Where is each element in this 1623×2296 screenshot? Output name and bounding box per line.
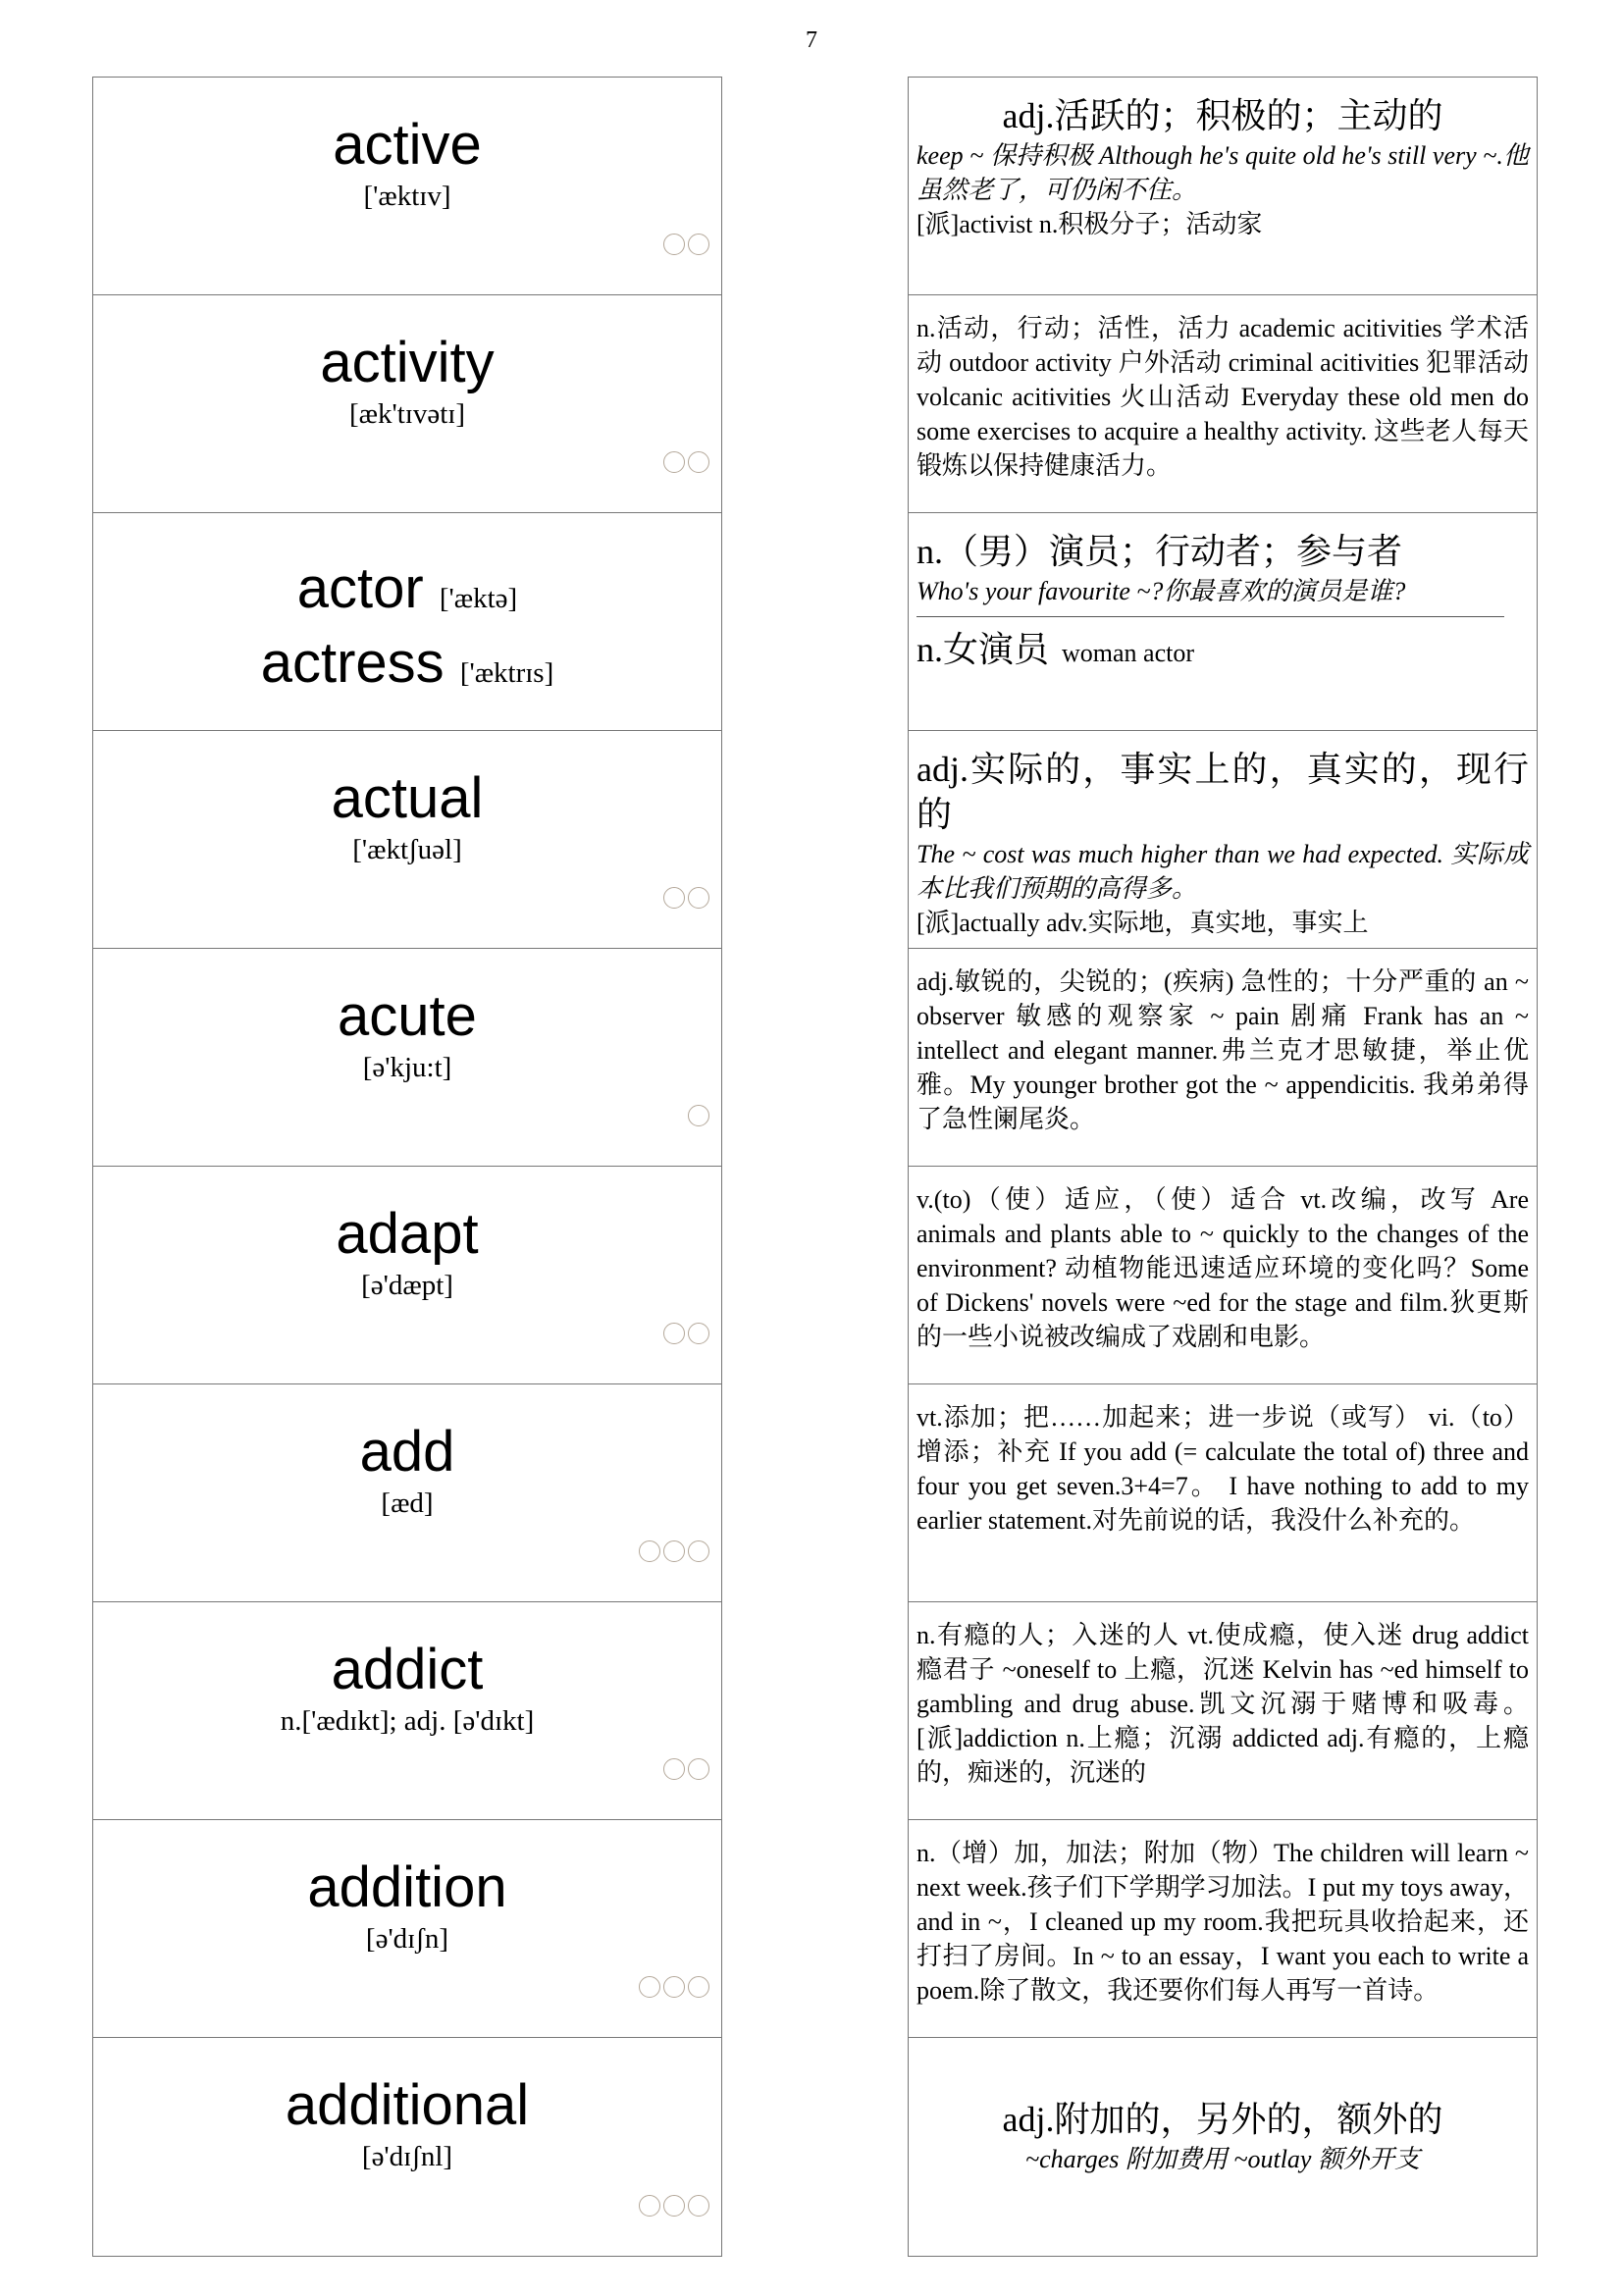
definition-note: woman actor xyxy=(1062,639,1195,667)
definition-text: n.（增）加，加法；附加（物）The children will learn ~ next week.孩子们下学期学习加法。I put my toys away，and in ~，I cleaned up my room.我把玩具收拾起来，还打扫了房间。In ~ to an essay，I want you each to write a poem.除了散文，我还要你们每人再写一首诗。 xyxy=(916,1839,1529,2005)
review-circle-icon xyxy=(688,234,709,255)
review-circle-icon xyxy=(663,887,685,909)
word-column xyxy=(92,77,722,2257)
definition-text: v.(to)（使）适应，（使）适合 vt.改编，改写 Are animals and plants able to ~ quickly to the changes of the environment? 动植物能迅速适应环境的变化吗？Some of Dickens' novels were ~ed for the stage and film.狄更斯的一些小说被改编成了戏剧和电影。 xyxy=(916,1185,1529,1351)
review-circle-icon xyxy=(639,1976,660,1998)
headword: addition xyxy=(307,1855,507,1919)
page-number: 7 xyxy=(806,27,817,53)
headword: actress xyxy=(260,631,445,695)
word-card-actual xyxy=(93,731,721,949)
divider-line xyxy=(916,616,1504,617)
phonetic: ['æktrɪs] xyxy=(459,657,554,689)
def-card-additional xyxy=(909,2038,1537,2256)
phonetic: [ə'dæpt] xyxy=(361,1270,453,1301)
word-card-addict xyxy=(93,1602,721,1820)
word-card-addition xyxy=(93,1820,721,2038)
definition-text: vt.添加；把……加起来；进一步说（或写） vi.（to）增添；补充 If you add (= calculate the total of) three and four you get seven.3+4=7。 I have nothing to add to my earlier statement.对先前说的话，我没什么补充的。 xyxy=(916,1403,1529,1535)
review-marks xyxy=(639,1976,709,1998)
phonetic: [ə'dɪʃn] xyxy=(365,1923,449,1955)
review-circle-icon xyxy=(688,1105,709,1126)
headword: acute xyxy=(338,984,477,1048)
def-card-add xyxy=(909,1384,1537,1602)
review-circle-icon xyxy=(639,1540,660,1562)
def-card-active xyxy=(909,78,1537,295)
definition-head: n.（男）演员；行动者；参与者 xyxy=(916,532,1403,571)
example-text: The ~ cost was much higher than we had expected. 实际成本比我们预期的高得多。 xyxy=(916,840,1529,903)
word-card-active xyxy=(93,78,721,295)
definition-head: n.女演员 xyxy=(916,630,1050,669)
example-text: ~charges 附加费用 ~outlay 额外开支 xyxy=(1025,2145,1420,2173)
phonetic: ['æktə] xyxy=(439,583,518,614)
phonetic: [ə'dɪʃnl] xyxy=(361,2141,453,2172)
review-circle-icon xyxy=(688,887,709,909)
review-circle-icon xyxy=(688,2195,709,2217)
definition-column xyxy=(908,77,1538,2257)
headword: add xyxy=(359,1420,455,1484)
def-card-addition xyxy=(909,1820,1537,2038)
review-circle-icon xyxy=(663,451,685,473)
definition-head: adj.活跃的；积极的；主动的 xyxy=(1002,96,1443,135)
def-card-actor xyxy=(909,513,1537,731)
headword: actor xyxy=(296,556,424,620)
review-circle-icon xyxy=(688,1540,709,1562)
review-circle-icon xyxy=(663,234,685,255)
word-card-add xyxy=(93,1384,721,1602)
review-marks xyxy=(688,1105,709,1126)
def-card-acute xyxy=(909,949,1537,1167)
headword: active xyxy=(333,113,482,177)
review-marks xyxy=(663,1758,709,1780)
definition-head: adj.附加的，另外的，额外的 xyxy=(1002,2100,1443,2139)
review-marks xyxy=(663,234,709,255)
review-marks xyxy=(663,451,709,473)
word-card-actor xyxy=(93,513,721,731)
def-card-activity xyxy=(909,295,1537,513)
derivative-text: [派]activist n.积极分子；活动家 xyxy=(916,210,1263,238)
phonetic: [ə'kju:t] xyxy=(362,1052,452,1083)
phonetic: [æd] xyxy=(381,1487,434,1519)
review-circle-icon xyxy=(688,1323,709,1344)
review-circle-icon xyxy=(663,1976,685,1998)
definition-text: n.活动，行动；活性，活力 academic acitivities 学术活动 outdoor activity 户外活动 criminal acitivities 犯罪活动 volcanic acitivities 火山活动 Everyday these old men do some exercises to acquire a healthy activity. 这些老人每天锻炼以保持健康活力。 xyxy=(916,314,1529,480)
definition-text: n.有瘾的人；入迷的人 vt.使成瘾，使入迷 drug addict 瘾君子 ~oneself to 上瘾，沉迷 Kelvin has ~ed himself to gambling and drug abuse.凯文沉溺于赌博和吸毒。 [派]addiction n.上瘾；沉溺 addicted adj.有瘾的，上瘾的，痴迷的，沉迷的 xyxy=(916,1621,1529,1787)
word-card-additional xyxy=(93,2038,721,2256)
headword: actual xyxy=(331,766,484,830)
example-text: Who's your favourite ~?你最喜欢的演员是谁? xyxy=(916,577,1406,605)
review-marks xyxy=(639,1540,709,1562)
headword: additional xyxy=(285,2073,530,2137)
phonetic: n.['ædɪkt]; adj. [ə'dɪkt] xyxy=(280,1705,535,1737)
phonetic: ['æktʃuəl] xyxy=(352,834,462,865)
review-circle-icon xyxy=(663,1758,685,1780)
review-circle-icon xyxy=(688,1976,709,1998)
phonetic: [æk'tɪvətɪ] xyxy=(349,398,465,430)
review-circle-icon xyxy=(688,1758,709,1780)
review-marks xyxy=(663,1323,709,1344)
headword: adapt xyxy=(336,1202,479,1266)
derivative-text: [派]actually adv.实际地，真实地，事实上 xyxy=(916,909,1369,937)
review-circle-icon xyxy=(663,1323,685,1344)
headword: addict xyxy=(331,1638,484,1701)
review-marks xyxy=(663,887,709,909)
review-circle-icon xyxy=(663,1540,685,1562)
review-circle-icon xyxy=(663,2195,685,2217)
word-card-acute xyxy=(93,949,721,1167)
review-circle-icon xyxy=(688,451,709,473)
review-circle-icon xyxy=(639,2195,660,2217)
example-text: keep ~ 保持积极 Although he's quite old he's still very ~.他虽然老了，可仍闲不住。 xyxy=(916,141,1529,204)
def-card-addict xyxy=(909,1602,1537,1820)
headword: activity xyxy=(320,331,495,394)
def-card-adapt xyxy=(909,1167,1537,1384)
definition-text: adj.敏锐的，尖锐的；(疾病) 急性的；十分严重的 an ~ observer 敏感的观察家 ~ pain 剧痛 Frank has an ~ intellect and elegant manner.弗兰克才思敏捷，举止优雅。My younger brother got the ~ appendicitis. 我弟弟得了急性阑尾炎。 xyxy=(916,967,1529,1133)
phonetic: ['æktɪv] xyxy=(363,181,451,212)
word-card-adapt xyxy=(93,1167,721,1384)
word-card-activity xyxy=(93,295,721,513)
definition-head: adj.实际的，事实上的，真实的，现行的 xyxy=(916,750,1529,834)
review-marks xyxy=(639,2195,709,2217)
def-card-actual xyxy=(909,731,1537,949)
